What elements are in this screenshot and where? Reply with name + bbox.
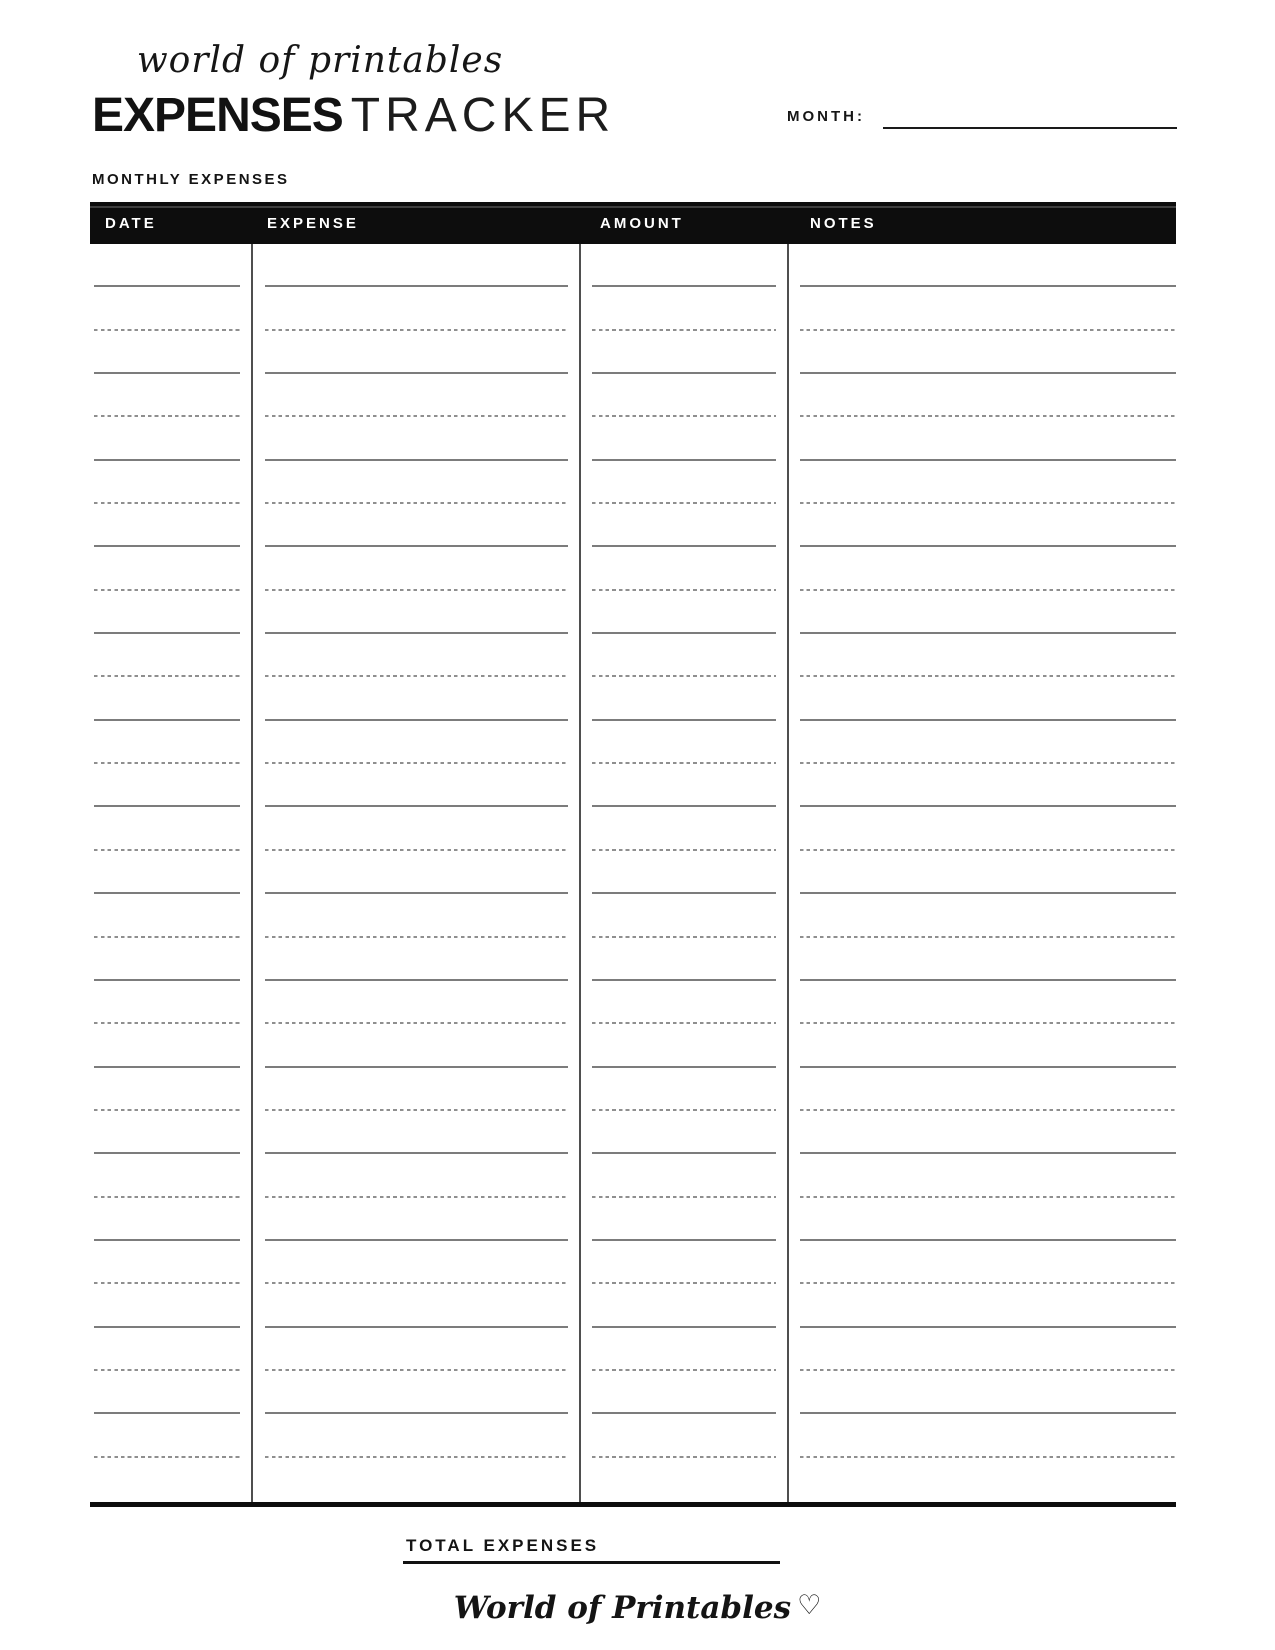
entry-cell (94, 1111, 240, 1154)
entry-cell (592, 981, 776, 1024)
entry-cell (592, 634, 776, 677)
entry-cell (592, 244, 776, 287)
column-date (90, 244, 253, 1502)
entry-cell (94, 894, 240, 937)
entry-cell (800, 547, 1176, 590)
entry-cell (592, 504, 776, 547)
entry-cell (592, 1068, 776, 1111)
entry-cell (94, 938, 240, 981)
entry-cell (800, 417, 1176, 460)
entry-cell (265, 547, 568, 590)
entry-cell (592, 547, 776, 590)
entry-cell (800, 1024, 1176, 1067)
entry-cell (94, 807, 240, 850)
entry-cell (592, 287, 776, 330)
entry-cell (800, 374, 1176, 417)
entry-cell (94, 547, 240, 590)
entry-cell (592, 417, 776, 460)
write-line-dashed (592, 1456, 776, 1458)
entry-cell (265, 894, 568, 937)
entry-cell (592, 1241, 776, 1284)
entry-cell (592, 1328, 776, 1371)
entry-cell (265, 1154, 568, 1197)
entry-cell (800, 1328, 1176, 1371)
entry-cell (265, 634, 568, 677)
table-header-row (90, 202, 1176, 244)
column-header-date: DATE (105, 214, 157, 232)
entry-cell (94, 1241, 240, 1284)
heart-icon: ♡ (797, 1590, 822, 1621)
entry-cell (94, 677, 240, 720)
entry-cell (800, 764, 1176, 807)
entry-cell (592, 591, 776, 634)
entry-cell (592, 807, 776, 850)
entry-cell (94, 504, 240, 547)
entry-cell (800, 461, 1176, 504)
entry-cell (800, 1068, 1176, 1111)
entry-cell (94, 591, 240, 634)
entry-cell (265, 287, 568, 330)
entry-cell (800, 244, 1176, 287)
column-amount (581, 244, 789, 1502)
entry-cell (94, 287, 240, 330)
entry-cell (592, 938, 776, 981)
write-line-dashed (94, 1456, 240, 1458)
month-label: MONTH: (787, 108, 865, 125)
entry-cell (800, 938, 1176, 981)
entry-cell (94, 374, 240, 417)
entry-cell (265, 374, 568, 417)
entry-cell (265, 244, 568, 287)
entry-cell (592, 764, 776, 807)
entry-cell (265, 1068, 568, 1111)
entry-cell (592, 1284, 776, 1327)
month-write-line (883, 127, 1177, 129)
entry-cell (265, 851, 568, 894)
page-title (92, 89, 616, 142)
entry-cell (94, 1284, 240, 1327)
entry-cell (94, 764, 240, 807)
entry-cell (592, 1414, 776, 1457)
total-expenses-write-line (403, 1561, 780, 1564)
entry-cell (265, 677, 568, 720)
section-label: MONTHLY EXPENSES (92, 171, 290, 188)
entry-cell (800, 1154, 1176, 1197)
entry-cell (94, 981, 240, 1024)
column-header-notes: NOTES (810, 214, 877, 232)
entry-cell (592, 1024, 776, 1067)
entry-cell (800, 634, 1176, 677)
entry-cell (800, 721, 1176, 764)
write-line-dashed (800, 1456, 1176, 1458)
page-title-light: TRACKER (350, 89, 616, 142)
entry-cell (800, 331, 1176, 374)
entry-cell (592, 677, 776, 720)
entry-cell (94, 851, 240, 894)
entry-cell (265, 721, 568, 764)
footer-logo-text: World of Printables (453, 1590, 792, 1626)
entry-cell (94, 417, 240, 460)
entry-cell (800, 807, 1176, 850)
entry-cell (800, 1371, 1176, 1414)
entry-cell (94, 1414, 240, 1457)
entry-cell (265, 461, 568, 504)
entry-cell (265, 504, 568, 547)
entry-cell (265, 331, 568, 374)
entry-cell (94, 461, 240, 504)
column-notes (789, 244, 1176, 1502)
column-expense (253, 244, 581, 1502)
entry-cell (94, 331, 240, 374)
entry-cell (265, 417, 568, 460)
column-header-amount: AMOUNT (600, 214, 684, 232)
entry-cell (592, 1154, 776, 1197)
entry-cell (265, 591, 568, 634)
entry-cell (94, 1198, 240, 1241)
page-title-bold: EXPENSES (92, 89, 343, 142)
entry-cell (592, 1111, 776, 1154)
entry-cell (800, 851, 1176, 894)
entry-cell (94, 1371, 240, 1414)
entry-cell (592, 374, 776, 417)
entry-cell (265, 1024, 568, 1067)
entry-cell (592, 331, 776, 374)
entry-cell (265, 1111, 568, 1154)
entry-cell (800, 504, 1176, 547)
write-line-dashed (265, 1456, 568, 1458)
footer-logo (0, 1590, 1275, 1626)
entry-cell (592, 894, 776, 937)
entry-cell (592, 1371, 776, 1414)
entry-cell (800, 1241, 1176, 1284)
entry-cell (592, 1198, 776, 1241)
entry-cell (94, 1154, 240, 1197)
entry-cell (800, 1111, 1176, 1154)
entry-cell (800, 287, 1176, 330)
entry-cell (265, 1241, 568, 1284)
month-field (787, 108, 865, 126)
table-body (90, 244, 1176, 1502)
entry-cell (265, 1371, 568, 1414)
entry-cell (94, 1024, 240, 1067)
entry-cell (800, 981, 1176, 1024)
expenses-table (90, 202, 1176, 1507)
entry-cell (800, 1284, 1176, 1327)
entry-cell (94, 1068, 240, 1111)
entry-cell (265, 764, 568, 807)
entry-cell (265, 1328, 568, 1371)
entry-cell (265, 1198, 568, 1241)
entry-cell (94, 244, 240, 287)
entry-cell (800, 677, 1176, 720)
column-header-expense: EXPENSE (267, 214, 359, 232)
entry-cell (265, 807, 568, 850)
entry-cell (94, 634, 240, 677)
entry-cell (94, 1328, 240, 1371)
total-expenses-label: TOTAL EXPENSES (406, 1536, 600, 1555)
entry-cell (800, 1414, 1176, 1457)
entry-cell (592, 461, 776, 504)
entry-cell (265, 938, 568, 981)
entry-cell (265, 1414, 568, 1457)
entry-cell (592, 721, 776, 764)
entry-cell (265, 981, 568, 1024)
entry-cell (265, 1284, 568, 1327)
brand-script-text: world of printables (136, 40, 504, 81)
entry-cell (592, 851, 776, 894)
entry-cell (94, 721, 240, 764)
entry-cell (800, 591, 1176, 634)
entry-cell (800, 894, 1176, 937)
entry-cell (800, 1198, 1176, 1241)
